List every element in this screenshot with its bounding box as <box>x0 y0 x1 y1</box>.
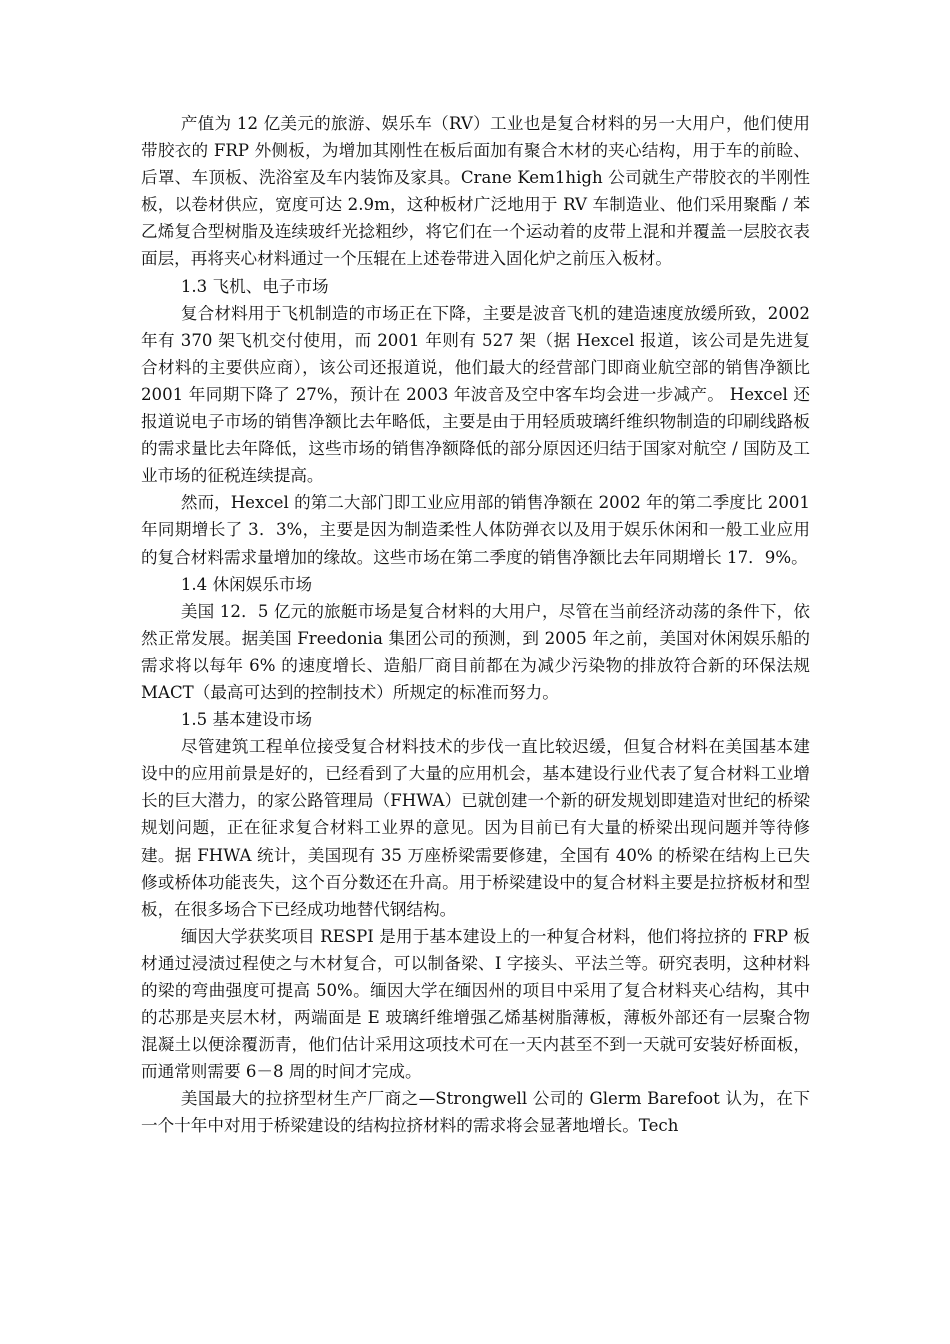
paragraph-boat-market: 美国 12．5 亿元的旅艇市场是复合材料的大用户，尽管在当前经济动荡的条件下，依然正常发展。据美国 Freedonia 集团公司的预测，到 2005 年之前，美国对休闲娱乐船的需求将以每年 6% 的速度增长、造船厂商目前都在为减少污染物的排放符合新的环保法规 MACT（最高可达到的控制技术）所规定的标准而努力。 <box>141 601 810 702</box>
document-page <box>141 110 810 1140</box>
paragraph-hexcel-industrial: 然而，Hexcel 的第二大部门即工业应用部的销售净额在 2002 年的第二季度比 2001 年同期增长了 3．3%，主要是因为制造柔性人体防弹衣以及用于娱乐休闲和一般工业应用的复合材料需求量增加的缘故。这些市场在第二季度的销售净额比去年同期增长 17．9%。 <box>141 493 810 567</box>
paragraph-maine-university: 缅因大学获奖项目 RESPI 是用于基本建设上的一种复合材料，他们将拉挤的 FRP 板材通过浸渍过程使之与木材复合，可以制备梁、I 字接头、平法兰等。研究表明，这种材料的梁的弯曲强度可提高 50%。缅因大学在缅因州的项目中采用了复合材料夹心结构，其中的芯那是夹层木材，两端面是 E 玻璃纤维增强乙烯基树脂薄板，薄板外部还有一层聚合物混凝土以便涂覆沥青，他们估计采用这项技术可在一天内甚至不到一天就可安装好桥面板，而通常则需要 6－8 周的时间才完成。 <box>141 926 810 1082</box>
paragraph-aircraft-market: 复合材料用于飞机制造的市场正在下降，主要是波音飞机的建造速度放缓所致，2002 年有 370 架飞机交付使用，而 2001 年则有 527 架（据 Hexcel 报道，该公司是先进复合材料的主要供应商），该公司还报道说，他们最大的经营部门即商业航空部的销售净额比 2001 年同期下降了 27%，预计在 2003 年波音及空中客车均会进一步减产。 Hexcel 还报道说电子市场的销售净额比去年略低，主要是由于用轻质玻璃纤维织物制造的印刷线路板的需求量比去年降低，这些市场的销售净额降低的部分原因还归结于国家对航空 / 国防及工业市场的征税连续提高。 <box>141 303 810 486</box>
paragraph-rv-industry: 产值为 12 亿美元的旅游、娱乐车（RV）工业也是复合材料的另一大用户，他们使用带胶衣的 FRP 外侧板，为增加其刚性在板后面加有聚合木材的夹心结构，用于车的前睑、后罩、车顶板、洗浴室及车内装饰及家具。Crane Kem1high 公司就生产带胶衣的半刚性板，以卷材供应，宽度可达 2.9m，这种板材广泛地用于 RV 车制造业、他们采用聚酯 / 苯乙烯复合型树脂及连续玻纤光捻粗纱，将它们在一个运动着的皮带上混和并覆盖一层胶衣表面层，再将夹心材料通过一个压辊在上述卷带进入固化炉之前压入板材。 <box>141 114 810 269</box>
section-heading-aircraft-electronics: 1.3 飞机、电子市场 <box>180 276 329 296</box>
section-heading-infrastructure: 1.5 基本建设市场 <box>180 710 313 730</box>
paragraph-infrastructure: 尽管建筑工程单位接受复合材料技术的步伐一直比较迟缓，但复合材料在美国基本建设中的应用前景是好的，已经看到了大量的应用机会，基本建设行业代表了复合材料工业增长的巨大潜力，的家公路管理局（FHWA）已就创建一个新的研发规划即建造对世纪的桥梁规划问题，正在征求复合材料工业界的意见。因为目前已有大量的桥梁出现问题并等待修建。据 FHWA 统计，美国现有 35 万座桥梁需要修建，全国有 40% 的桥梁在结构上已失修或桥体功能丧失，这个百分数还在升高。用于桥梁建设中的复合材料主要是拉挤板材和型板，在很多场合下已经成功地替代钢结构。 <box>141 737 810 919</box>
section-heading-leisure: 1.4 休闲娱乐市场 <box>180 574 313 594</box>
paragraph-strongwell: 美国最大的拉挤型材生产厂商之—Strongwell 公司的 Glerm Barefoot 认为，在下一个十年中对用于桥梁建设的结构拉挤材料的需求将会显著地增长。Tech <box>141 1089 810 1136</box>
